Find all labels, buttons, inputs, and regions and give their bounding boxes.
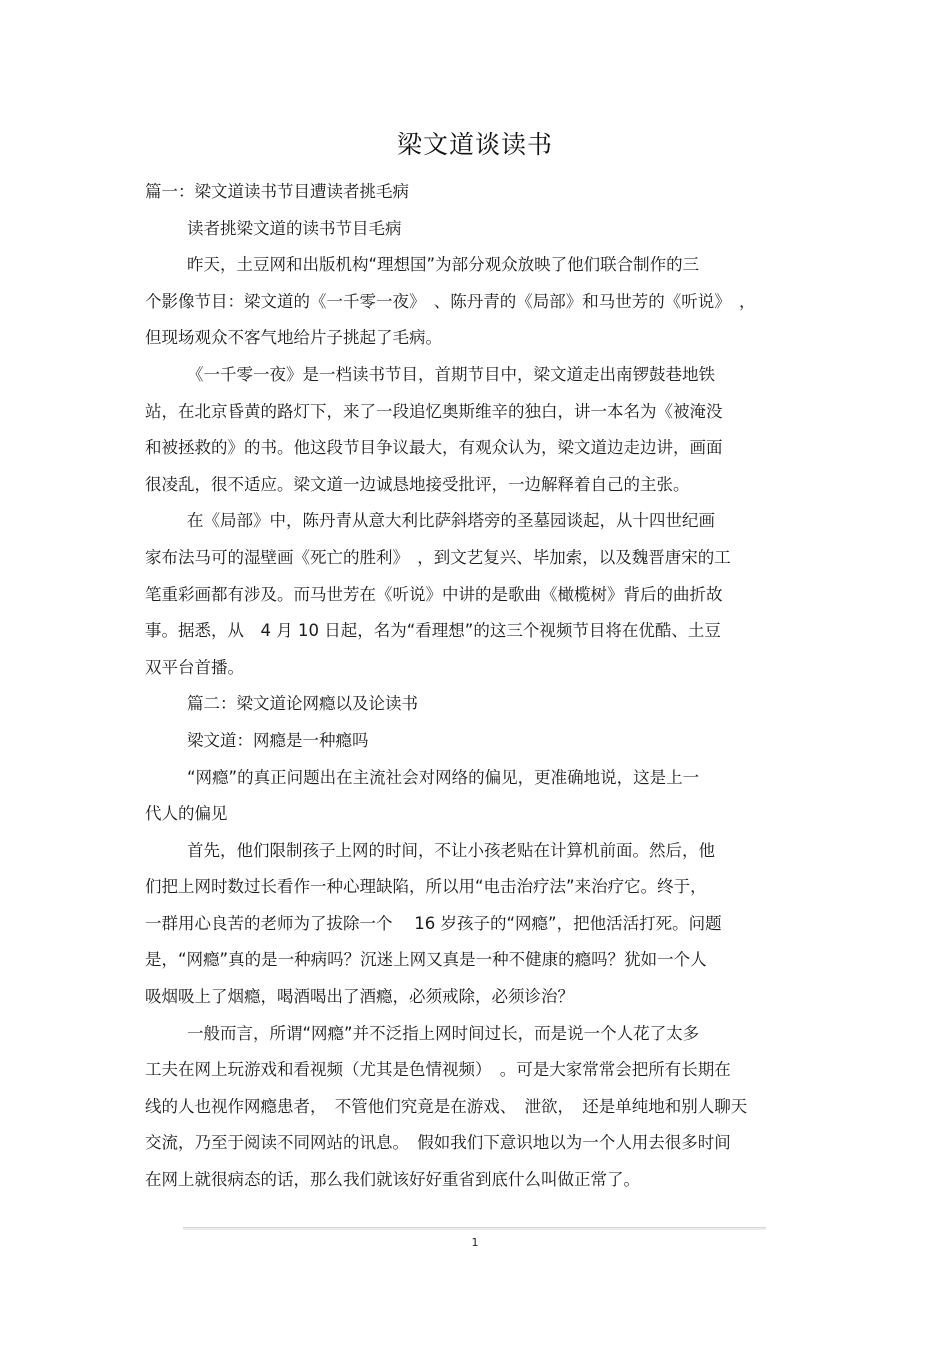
text-line: “网瘾”的真正问题出在主流社会对网络的偏见，更准确地说，这是上一 (187, 767, 700, 787)
text-line: 昨天，土豆网和出版机构“理想国”为部分观众放映了他们联合制作的三 (187, 255, 700, 275)
section-heading-2: 篇二：梁文道论网瘾以及论读书 (187, 694, 418, 714)
text-line: 事。据悉，从 4 月 10 日起，名为“看理想”的这三个视频节目将在优酷、土豆 (145, 621, 721, 641)
section-heading-1: 篇一：梁文道读书节目遭读者挑毛病 (145, 182, 409, 201)
text-line: 很凌乱，很不适应。梁文道一边诚恳地接受批评，一边解释着自己的主张。 (145, 474, 690, 494)
text-line: 一般而言，所谓“网瘾”并不泛指上网时间过长，而是说一个人花了太多 (187, 1023, 700, 1043)
text-line: 双平台首播。 (145, 657, 244, 677)
text-line: 笔重彩画都有涉及。而马世芳在《听说》中讲的是歌曲《橄榄树》背后的曲折故 (145, 584, 723, 604)
text-line: 家布法马可的湿壁画《死亡的胜利》 ，到文艺复兴、毕加索，以及魏晋唐宋的工 (145, 547, 731, 567)
text-line: 站，在北京昏黄的路灯下，来了一段追忆奥斯维辛的独白，讲一本名为《被淹没 (145, 401, 723, 421)
page-number: 1 (471, 1236, 479, 1249)
article-subtitle-1: 读者挑梁文道的读书节目毛病 (187, 218, 402, 238)
text-line: 在网上就很病态的话，那么我们就该好好重省到底什么叫做正常了。 (145, 1170, 640, 1190)
text-line: 吸烟吸上了烟瘾，喝酒喝出了酒瘾，必须戒除，必须诊治？ (145, 987, 574, 1007)
text-line: 在《局部》中，陈丹青从意大利比萨斜塔旁的圣墓园谈起，从十四世纪画 (187, 511, 715, 531)
text-line: 交流，乃至于阅读不同网站的讯息。 假如我们下意识地以为一个人用去很多时间 (145, 1133, 731, 1153)
article-subtitle-2: 梁文道：网瘾是一种瘾吗 (187, 730, 369, 750)
text-line: 《一千零一夜》是一档读书节目，首期节目中，梁文道走出南锣鼓巷地铁 (187, 364, 715, 384)
document-body (145, 174, 805, 1199)
text-line: 一群用心良苦的老师为了拔除一个 16 岁孩子的“网瘾”，把他活活打死。问题 (145, 913, 722, 933)
text-line: 首先，他们限制孩子上网的时间，不让小孩老贴在计算机前面。然后，他 (187, 840, 715, 860)
text-line: 工夫在网上玩游戏和看视频（尤其是色情视频） 。可是大家常常会把所有长期在 (145, 1060, 731, 1080)
text-line: 线的人也视作网瘾患者， 不管他们究竟是在游戏、 泄欲， 还是单纯地和别人聊天 (145, 1096, 748, 1116)
text-line: 是，“网瘾”真的是一种病吗？沉迷上网又真是一种不健康的瘾吗？犹如一个人 (145, 950, 707, 970)
text-line: 代人的偏见 (145, 804, 228, 824)
text-line: 个影像节目：梁文道的《一千零一夜》 、陈丹青的《局部》和马世芳的《听说》 ， (145, 291, 756, 311)
text-line: 但现场观众不客气地给片子挑起了毛病。 (145, 328, 442, 348)
text-line: 和被拯救的》的书。他这段节目争议最大，有观众认为，梁文道边走边讲，画面 (145, 438, 723, 458)
document-title: 梁文道谈读书 (396, 130, 553, 159)
footer-divider (183, 1227, 766, 1230)
text-line: 们把上网时数过长看作一种心理缺陷，所以用“电击治疗法”来治疗它。终于， (145, 877, 707, 897)
